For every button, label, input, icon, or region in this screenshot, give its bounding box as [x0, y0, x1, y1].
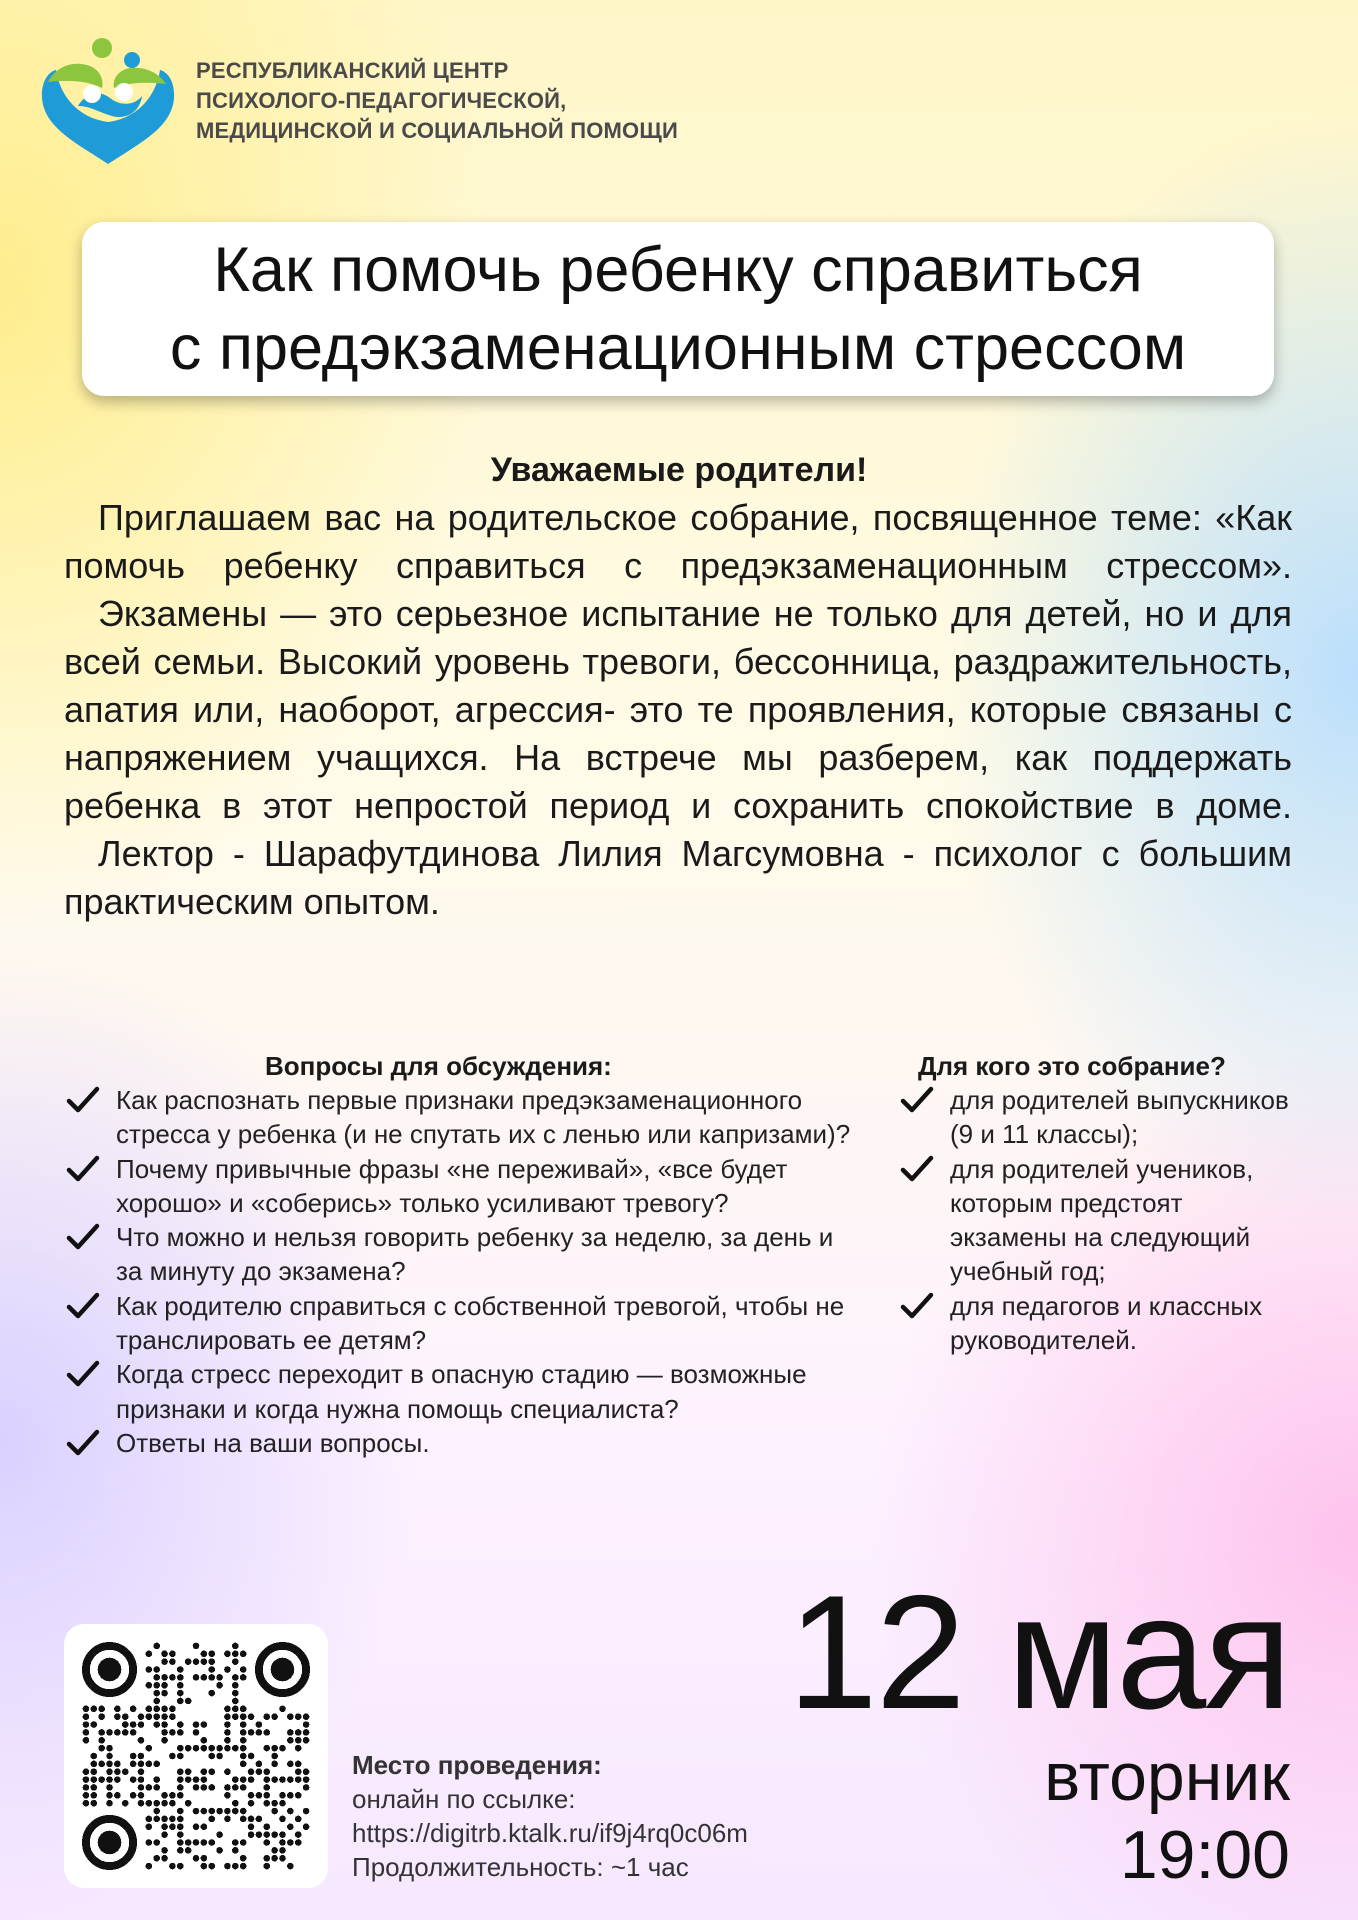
- checkmark-icon: [900, 1083, 934, 1117]
- list-item: [64, 1289, 864, 1358]
- list-item-text: для педагогов и классных руководителей.: [950, 1290, 1263, 1356]
- checkmark-icon: [66, 1083, 100, 1117]
- greeting: Уважаемые родители!: [490, 451, 868, 489]
- title-line-1: Как помочь ребенку справиться: [213, 235, 1143, 305]
- list-item: [64, 1426, 864, 1460]
- duration: Продолжительность: ~1 час: [352, 1852, 689, 1882]
- checkmark-icon: [66, 1220, 100, 1254]
- list-item: [898, 1152, 1298, 1289]
- checkmark-icon: [66, 1357, 100, 1391]
- event-time: 19:00: [1119, 1817, 1290, 1893]
- qr-code-icon[interactable]: [82, 1642, 310, 1870]
- audience-heading: Для кого это собрание?: [918, 1051, 1226, 1081]
- event-date: 12 мая: [787, 1562, 1290, 1743]
- title-line-2: с предэкзаменационным стрессом: [169, 313, 1187, 383]
- list-item-text: Как родителю справиться с собственной тревогой, чтобы не транслировать ее детям?: [116, 1290, 845, 1356]
- meeting-link[interactable]: https://digitrb.ktalk.ru/if9j4rq0c06m: [352, 1818, 748, 1848]
- intro-paragraph: Лектор - Шарафутдинова Лилия Магсумовна - психолог с большим практическим опытом.: [64, 833, 1292, 922]
- org-line: ПСИХОЛОГО-ПЕДАГОГИЧЕСКОЙ,: [196, 88, 567, 113]
- family-heart-logo-icon: [38, 36, 178, 166]
- title-box: [82, 222, 1274, 396]
- venue-label: Место проведения:: [352, 1750, 602, 1780]
- checkmark-icon: [900, 1152, 934, 1186]
- list-item-text: Когда стресс переходит в опасную стадию — возможные признаки и когда нужна помощь специалиста?: [116, 1359, 807, 1424]
- checkmark-icon: [900, 1289, 934, 1323]
- list-item-text: Почему привычные фразы «не переживай», «все будет хорошо» и «соберись» только усиливают тревогу?: [116, 1153, 788, 1218]
- intro-paragraph: Экзамены — это серьезное испытание не только для детей, но и для всей семьи. Высокий уровень тревоги, бессонница, раздражительность, апатия или, наоборот, агрессия- это те проявления, которые связаны с напряжением учащихся. На встрече мы разберем, как поддержать ребенка в этот непростой период и сохранить спокойствие в доме.: [64, 593, 1292, 826]
- venue-info: [352, 1748, 748, 1884]
- list-item: [898, 1289, 1298, 1358]
- list-item-text: Как распознать первые признаки предэкзаменационного стресса у ребенка (и не спутать их с ленью или капризами)?: [116, 1085, 851, 1150]
- list-item-text: Что можно и нельзя говорить ребенку за неделю, за день и за минуту до экзамена?: [116, 1222, 834, 1287]
- checkmark-icon: [66, 1289, 100, 1323]
- questions-heading: Вопросы для обсуждения:: [265, 1051, 612, 1081]
- list-item-text: для родителей выпускников (9 и 11 классы);: [950, 1085, 1289, 1150]
- checkmark-icon: [66, 1152, 100, 1186]
- list-item: [64, 1220, 864, 1289]
- list-item-text: Ответы на ваши вопросы.: [116, 1427, 430, 1458]
- organization-name: [196, 56, 678, 146]
- org-line: МЕДИЦИНСКОЙ И СОЦИАЛЬНОЙ ПОМОЩИ: [196, 118, 678, 143]
- audience-list: [898, 1083, 1298, 1357]
- list-item: [64, 1357, 864, 1426]
- checkmark-icon: [66, 1426, 100, 1460]
- questions-list: [64, 1083, 864, 1460]
- list-item: [898, 1083, 1298, 1152]
- intro-text: [64, 494, 1292, 926]
- intro-paragraph: Приглашаем вас на родительское собрание, посвященное теме: «Как помочь ребенку справиться с предэкзаменационным стрессом».: [64, 497, 1292, 586]
- list-item: [64, 1152, 864, 1221]
- venue-line: онлайн по ссылке:: [352, 1784, 576, 1814]
- event-weekday: вторник: [1044, 1739, 1290, 1815]
- list-item-text: для родителей учеников, которым предстоят экзамены на следующий учебный год;: [950, 1153, 1254, 1287]
- list-item: [64, 1083, 864, 1152]
- org-line: РЕСПУБЛИКАНСКИЙ ЦЕНТР: [196, 58, 509, 83]
